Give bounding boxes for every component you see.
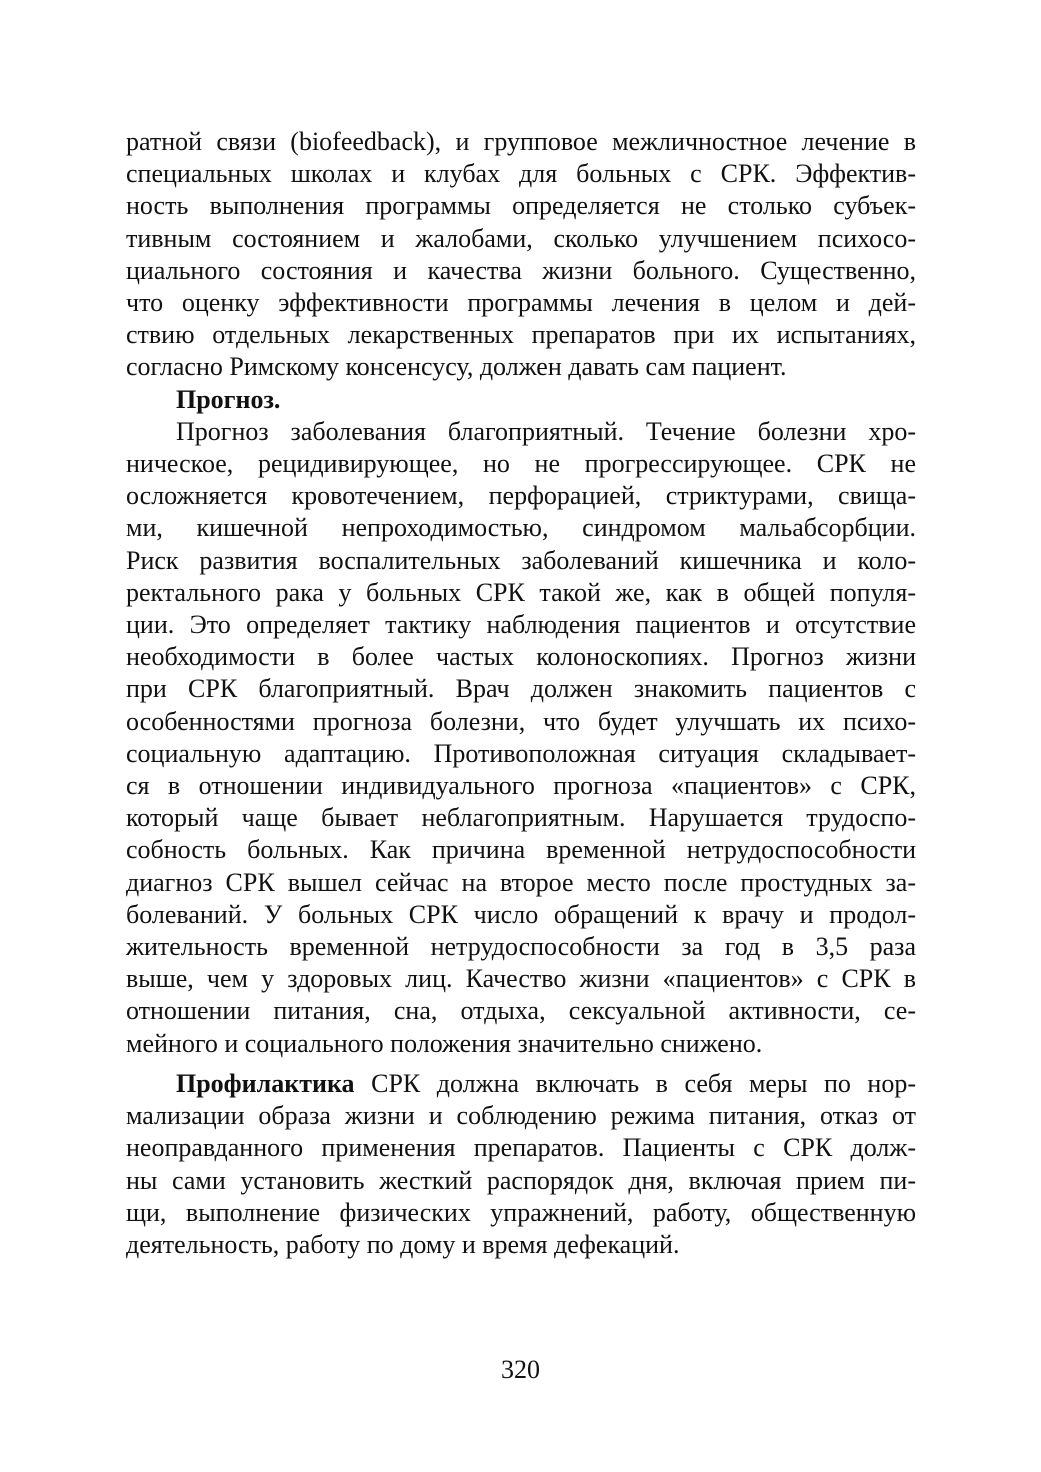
text-line: Прогноз заболевания благоприятный. Течение болезни хро-	[176, 416, 916, 446]
text-line: болеваний. У больных СРК число обращений к врачу и продол-	[126, 899, 916, 929]
text-line: особенностями прогноза болезни, что будет улучшать их психо-	[126, 706, 916, 736]
text-line-first	[126, 1068, 916, 1100]
text-line: неоправданного применения препаратов. Пациенты с СРК долж-	[126, 1133, 916, 1163]
text-line: выше, чем у здоровых лиц. Качество жизни «пациентов» с СРК в	[126, 964, 916, 994]
text-line: жительность временной нетрудоспособности за год в 3,5 раза	[126, 932, 916, 962]
text-line: специальных школах и клубах для больных с СРК. Эффектив-	[126, 159, 916, 189]
text-line: деятельность, работу по дому и время дефекаций.	[126, 1229, 680, 1259]
text-line: собность больных. Как причина временной нетрудоспособности	[126, 835, 916, 865]
text-line: что оценку эффективности программы лечения в целом и дей-	[126, 288, 916, 318]
text-line: ность выполнения программы определяется не столько субъек-	[126, 191, 916, 221]
text-line: осложняется кровотечением, перфорацией, стриктурами, свища-	[126, 481, 916, 511]
text-line: ствию отдельных лекарственных препаратов при их испытаниях,	[126, 320, 916, 350]
text-line: Риск развития воспалительных заболеваний кишечника и коло-	[126, 545, 916, 575]
page-body	[126, 126, 916, 1261]
text-line: ции. Это определяет тактику наблюдения пациентов и отсутствие	[126, 610, 916, 640]
text-line: щи, выполнение физических упражнений, работу, общественную	[126, 1197, 916, 1227]
text-line: при СРК благоприятный. Врач должен знакомить пациентов с	[126, 674, 916, 704]
text-line: мализации образа жизни и соблюдению режима питания, отказ от	[126, 1101, 916, 1131]
paragraph-prognosis	[126, 416, 916, 1060]
text-line: диагноз СРК вышел сейчас на второе место после простудных за-	[126, 867, 916, 897]
text-line: согласно Римскому консенсусу, должен давать сам пациент.	[126, 352, 787, 382]
text-line: необходимости в более частых колоноскопиях. Прогноз жизни	[126, 642, 916, 672]
text-line: тивным состоянием и жалобами, сколько улучшением психосо-	[126, 223, 916, 253]
text-line: ны сами установить жесткий распорядок дня, включая прием пи-	[126, 1165, 916, 1195]
paragraph-prevention	[126, 1068, 916, 1261]
section-heading-prognosis: Прогноз.	[176, 384, 281, 414]
text-line: который чаще бывает неблагоприятным. Нарушается трудоспо-	[126, 803, 916, 833]
prevention-first-line-rest: СРК должна включать в себя меры по нор-	[354, 1068, 916, 1098]
text-line: ническое, рецидивирующее, но не прогрессирующее. СРК не	[126, 449, 916, 479]
text-line: мейного и социального положения значительно снижено.	[126, 1028, 763, 1058]
text-line: циального состояния и качества жизни больного. Существенно,	[126, 255, 916, 285]
page-number: 320	[501, 1355, 540, 1384]
text-line: ректального рака у больных СРК такой же, как в общей популя-	[126, 577, 916, 607]
prevention-lead-term: Профилактика	[176, 1068, 355, 1098]
text-line: ся в отношении индивидуального прогноза «пациентов» с СРК,	[126, 771, 916, 801]
text-line: отношении питания, сна, отдыха, сексуальной активности, се-	[126, 996, 916, 1026]
text-line: ратной связи (biofeedback), и групповое межличностное лечение в	[126, 127, 916, 156]
text-line: ми, кишечной непроходимостью, синдромом мальабсорбции.	[126, 513, 916, 543]
text-line: социальную адаптацию. Противоположная ситуация складывает-	[126, 738, 916, 768]
paragraph-continuation	[126, 126, 916, 384]
